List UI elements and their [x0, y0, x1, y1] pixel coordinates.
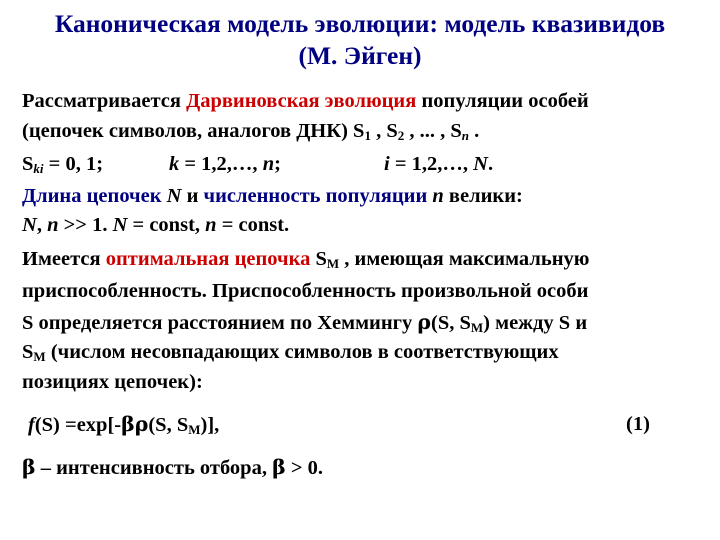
text: n — [262, 153, 275, 175]
text: = 0, 1; — [43, 153, 104, 175]
paragraph-1-line-2 — [22, 118, 479, 144]
slide-title — [0, 8, 720, 72]
paragraph-5-line-4 — [22, 339, 559, 365]
subscript: M — [326, 256, 340, 271]
text: n — [205, 214, 217, 236]
text: )], — [200, 414, 220, 436]
index-i-def — [384, 151, 493, 177]
text: Рассматривается — [22, 90, 187, 112]
text: i — [384, 153, 390, 175]
paragraph-4 — [22, 212, 289, 238]
highlight-population-size: численность популяции — [203, 185, 433, 207]
subscript: ki — [33, 161, 44, 176]
text: n — [47, 214, 59, 236]
paragraph-5-line-5: позициях цепочек): — [22, 371, 203, 393]
text: S определяется расстоянием по Хеммингу — [22, 312, 418, 334]
text: (S) =exp[- — [34, 414, 122, 436]
text: , ... , S — [404, 120, 462, 142]
rho-symbol: ρ — [417, 310, 431, 334]
subscript: M — [470, 320, 484, 335]
highlight-chain-length: Длина цепочек — [22, 185, 167, 207]
highlight-darwinian-evolution: Дарвиновская эволюция — [186, 90, 417, 112]
index-k-def — [169, 151, 281, 177]
fitness-formula — [28, 411, 668, 438]
text: S — [22, 153, 34, 175]
text: S — [310, 248, 327, 270]
title-line-2: (М. Эйген) — [298, 41, 422, 70]
title-line-1: Каноническая модель эволюции: модель квазивидов — [54, 9, 666, 38]
subscript: 2 — [397, 128, 405, 143]
equation-number: (1) — [626, 413, 650, 435]
paragraph-5-line-3 — [22, 309, 587, 336]
text: N — [22, 214, 37, 236]
text: (S, S — [148, 414, 189, 436]
text: Имеется — [22, 248, 106, 270]
text: > 0. — [285, 457, 324, 479]
subscript: M — [33, 349, 46, 364]
text: N — [166, 185, 182, 207]
text: . — [487, 153, 494, 175]
index-s-def — [22, 151, 103, 177]
subscript: M — [188, 422, 201, 437]
text: n — [432, 185, 444, 207]
text: (S, S — [431, 312, 471, 334]
text: k — [169, 153, 180, 175]
beta-symbol: β — [22, 455, 36, 479]
text: , имеющая максимальную — [339, 248, 590, 270]
highlight-optimal-chain: оптимальная цепочка — [105, 248, 311, 270]
text: . — [469, 120, 480, 142]
paragraph-5-line-1 — [22, 246, 589, 272]
text: (числом несовпадающих символов в соответствующих — [45, 341, 559, 363]
text: S — [22, 341, 34, 363]
text: N — [112, 214, 128, 236]
text: (цепочек символов, аналогов ДНК) S — [22, 120, 365, 142]
text: популяции особей — [416, 90, 589, 112]
text: велики: — [443, 185, 523, 207]
text: = const, — [127, 214, 206, 236]
text: N — [473, 153, 488, 175]
text: ; — [274, 153, 281, 175]
selection-intensity-line — [22, 454, 323, 481]
beta-symbol: β — [272, 455, 286, 479]
paragraph-5-line-2: приспособленность. Приспособленность произвольной особи — [22, 280, 589, 302]
text: = const. — [216, 214, 290, 236]
beta-symbol: β — [121, 412, 135, 436]
text: и — [181, 185, 204, 207]
text: – интенсивность отбора, — [35, 457, 273, 479]
subscript: n — [461, 128, 470, 143]
text: , S — [370, 120, 398, 142]
text: >> 1. — [58, 214, 113, 236]
paragraph-3 — [22, 183, 523, 209]
rho-symbol: ρ — [134, 412, 149, 436]
text: f — [28, 414, 35, 436]
text: , — [36, 214, 48, 236]
subscript: 1 — [364, 128, 371, 143]
text: = 1,2,…, — [179, 153, 263, 175]
text: ) между S и — [483, 312, 588, 334]
text: = 1,2,…, — [389, 153, 474, 175]
paragraph-1-line-1 — [22, 88, 589, 114]
